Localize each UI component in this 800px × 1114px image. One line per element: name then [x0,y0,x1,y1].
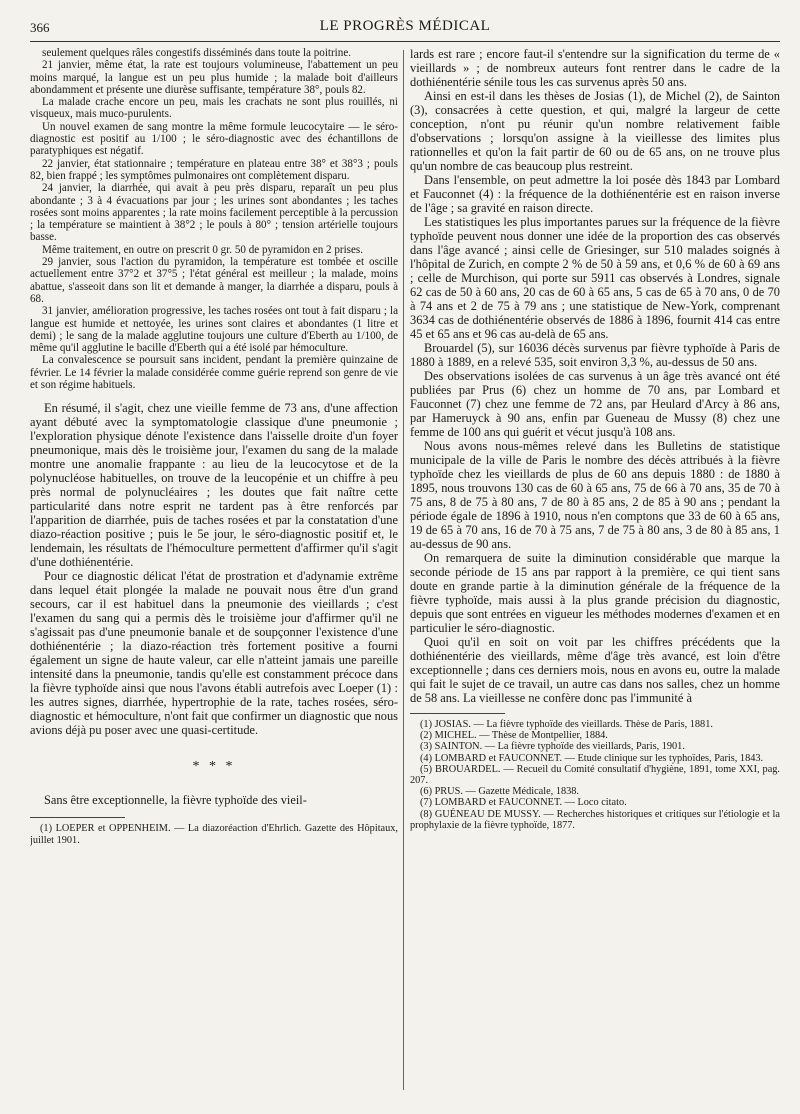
footnote-rule [30,817,125,818]
body-paragraph: Nous avons nous-mêmes relevé dans les Bulletins de statistique municipale de la ville de Paris le nombre des décès attribués à la fièvre typhoïde chez les vieillards de plus de 60 ans depuis 1880 : de 1880 à 1895, nous trouvons 130 cas de 60 à 65 ans, 75 de 66 à 70 ans, 35 de 70 à 75 ans, 8 de 75 à 80 ans, 7 de 80 à 85 ans, 2 de 85 à 90 ans ; pendant la période égale de 1896 à 1910, nous n'en comptons que 33 de 60 à 65 ans, 19 de 65 à 70 ans, 16 de 70 à 75 ans, 7 de 75 à 80 ans, 3 de 80 à 85 ans, 1 au-dessus de 90 ans. [410,439,780,551]
body-paragraph: lards est rare ; encore faut-il s'entendre sur la signification du terme de « vieillards » ; de nombreux auteurs font rentrer dans le cadre de la dothiénentérie sénile tous les cas survenus après 50 ans. [410,47,780,89]
footnote: (2) MICHEL. — Thèse de Montpellier, 1884. [420,730,608,742]
body-paragraph: Brouardel (5), sur 16036 décès survenus par fièvre typhoïde à Paris de 1880 à 1889, en a relevé 535, soit environ 3,3 %, au-dessus de 50 ans. [410,341,780,369]
continuing-paragraph: Sans être exceptionnelle, la fièvre typhoïde des vieil- [44,793,307,808]
footnote: (4) LOMBARD et FAUCONNET. — Etude clinique sur les typhoïdes, Paris, 1843. [420,752,764,764]
page-number: 366 [30,20,50,35]
footnote: (5) BROUARDEL. — Recueil du Comité consultatif d'hygiène, 1891, tome XXI, pag. 207. [410,763,780,787]
case-paragraph: 29 janvier, sous l'action du pyramidon, la température est tombée et oscille actuellement entre 37°2 et 37°5 ; l'état général est meilleur ; la malade, moins abattue, s'asseoit dans son lit et demande à manger, la diarrhée a disparu, pouls à 68. [30,256,398,305]
header-rule [30,41,780,42]
footnote-rule [410,713,505,714]
column-divider [403,50,404,1090]
case-paragraph: Même traitement, en outre on prescrit 0 gr. 50 de pyramidon en 2 prises. [42,243,364,256]
case-paragraph: 24 janvier, la diarrhée, qui avait à peu près disparu, reparaît un peu plus abondante ; 3 à 4 évacuations par jour ; les urines sont abondantes ; les taches rosées sont moins apparentes ; la rate moins facilement perceptible à la percussion ; la température se maintient à 38°2 ; le pouls à 80° ; tension artérielle toujours basse. [30,182,398,244]
case-paragraph: seulement quelques râles congestifs disséminés dans toute la poitrine. [42,47,352,59]
footnote: (8) GUÉNEAU DE MUSSY. — Recherches historiques et critiques sur l'étiologie et la prophylaxie de la fièvre typhoïde, 1877. [410,808,780,831]
body-paragraph: On remarquera de suite la diminution considérable que marque la seconde période de 15 ans par rapport à la première, ce qui tient sans doute en grande partie à la diminution générale de la fréquence de la fièvre typhoïde, mais aussi à la plus grande précision du diagnostic, depuis que sont entrées en vigueur les méthodes modernes d'examen et en particulier le séro-diagnostic. [410,551,780,635]
left-column [30,47,398,1092]
right-body [410,47,780,705]
body-paragraph: Les statistiques les plus importantes parues sur la fréquence de la fièvre typhoïde peuvent nous donner une idée de la proportion des cas observés dans l'âge avancé ; ainsi celle de Griesinger, sur 510 malades soignés à l'hôpital de Zurich, en compte 2 % de 50 à 59 ans, et 0,6 % de 60 à 69 ans ; celle de Murchison, qui porte sur 5911 cas observés à Londres, signale 62 cas de 50 à 60 ans, 20 cas de 60 à 65 ans, 5 cas de 65 à 70 ans, 0 de 70 à 74 ans et 2 de 75 à 79 ans ; une statistique de New-York, comprenant 3634 cas de dothiénentérie observés de 1886 à 1896, fournit 414 cas entre 45 et 65 ans et 96 cas au-delà de 65 ans. [410,215,780,341]
running-header [30,18,780,40]
footnote: (7) LOMBARD et FAUCONNET. — Loco citato. [420,797,627,809]
footnote: (1) JOSIAS. — La fièvre typhoïde des vieillards. Thèse de Paris, 1881. [420,719,713,730]
discussion-paragraph: Pour ce diagnostic délicat l'état de prostration et d'adynamie extrême dans lequel était plongée la malade ne pouvait nous être d'un grand secours, car il est habituel dans la pneumonie des vieillards ; c'est l'examen du sang qui a permis dès le troisième jour d'affirmer qu'il ne s'agissait pas d'une pneumonie banale et de soupçonner l'existence d'une dothiénentérie ; la diazo-réaction très fortement positive a fourni également un signe de haute valeur, car elle n'atteint jamais une pareille intensité dans la pneumonie, tandis qu'elle est constamment précoce dans la fièvre typhoïde ainsi que nous l'avons établi autrefois avec Loeper (1) : les autres signes, diarrhée, hypertrophie de la rate, taches rosées, séro-diagnostic et hémoculture, n'ont fait que confirmer un diagnostic que nous avions déjà pu poser avec une quasi-certitude. [30,569,398,738]
journal-title: LE PROGRÈS MÉDICAL [319,18,491,34]
case-paragraph: 21 janvier, même état, la rate est toujours volumineuse, l'abattement un peu moins marqué, la langue est un peu plus humide ; la malade boit d'ailleurs abondamment et présente une diurèse suffisante, température 38°, pouls 82. [30,59,398,96]
case-paragraph: La convalescence se poursuit sans incident, pendant la première quinzaine de février. Le 14 février la malade considérée comme guérie reprend son genre de vie et son régime habituels. [30,354,398,392]
body-paragraph: Dans l'ensemble, on peut admettre la loi posée dès 1843 par Lombard et Fauconnet (4) : la fréquence de la dothiénentérie est en raison inverse de l'âge ; sa gravité en raison directe. [410,173,780,215]
case-observation [30,47,398,391]
footnotes-left [30,823,398,845]
footnote: (1) LOEPER et OPPENHEIM. — La diazoréaction d'Ehrlich. Gazette des Hôpitaux, juillet 1901. [30,823,398,846]
body-paragraph: Ainsi en est-il dans les thèses de Josias (1), de Michel (2), de Sainton (3), consacrées à cette question, et qui, malgré la largeur de cette conception, n'ont pu réunir qu'un nombre relativement faible d'observations ; lorsqu'on assigne à la vieillesse des limites plus rationnelles et qu'on la fait partir de 60 ou de 65 ans, on ne trouve plus qu'un nombre de cas beaucoup plus restreint. [410,89,780,173]
case-paragraph: La malade crache encore un peu, mais les crachats ne sont plus rouillés, ni visqueux, mais muco-purulents. [30,96,398,121]
right-column [410,47,780,1092]
footnotes-right [410,719,780,831]
body-paragraph: Des observations isolées de cas survenus à un âge très avancé ont été publiées par Prus (6) chez un homme de 70 ans, par Lombard et Fauconnet (7) chez une femme de 72 ans, par Heulard d'Arcy à 86 ans, par Hameruyck à 90 ans, enfin par Gueneau de Mussy (8) chez une femme de 100 ans qui guérit et vécut jusqu'à 108 ans. [410,369,780,439]
body-paragraph: Quoi qu'il en soit on voit par les chiffres précédents que la dothiénentérie des vieillards, même d'âge très avancé, est loin d'être exceptionnelle ; dans ces derniers mois, nous en avons eu, outre la malade qui fait le sujet de ce travail, un autre cas dans nos salles, chez un homme de 58 ans. La vieillesse ne confère donc pas l'immunité à [410,635,780,705]
case-paragraph: 22 janvier, état stationnaire ; température en plateau entre 38° et 38°3 ; pouls 82, bien frappé ; les symptômes pulmonaires ont complètement disparu. [30,157,398,182]
discussion-paragraph: En résumé, il s'agit, chez une vieille femme de 73 ans, d'une affection ayant débuté avec la symptomatologie classique d'une pneumonie ; l'exploration physique dénote l'existence dans l'aisselle droite d'un foyer pneumonique, mais dès le troisième jour, l'examen du sang de la malade montre une anomalie frappante : au lieu de la leucocytose et de la polynucléose habituelles, on trouve de la leucopénie et un chiffre à peu près normal de polynucléaires ; les doutes que fait naître cette particularité dans notre esprit ne tardent pas à être renforcés par l'apparition de diarrhée, puis de taches rosées et par la constatation d'une diazo-réaction positive ; puis le 5e jour, le séro-diagnostic positif et, le lendemain, les résultats de l'hémoculture permettent d'affirmer qu'il s'agit d'une dothiénentérie. [30,401,398,570]
case-paragraph: Un nouvel examen de sang montre la même formule leucocytaire — le séro-diagnostic est positif au 1/100 ; le séro-diagnostic avec des échantillons de paratyphiques est négatif. [30,120,398,158]
discussion [30,401,398,737]
footnote: (3) SAINTON. — La fièvre typhoïde des vieillards, Paris, 1901. [420,741,685,753]
footnote: (6) PRUS. — Gazette Médicale, 1838. [420,786,579,798]
section-asterism: * * * [192,759,236,775]
case-paragraph: 31 janvier, amélioration progressive, les taches rosées ont tout à fait disparu ; la langue est humide et nettoyée, les urines sont claires et abondantes (1 litre et demi) ; le sang de la malade agglutine toujours une culture d'Eberth au 1/100, de même qu'il agglutine le bacille d'Eberth qui a été isolé par hémoculture. [30,305,398,355]
